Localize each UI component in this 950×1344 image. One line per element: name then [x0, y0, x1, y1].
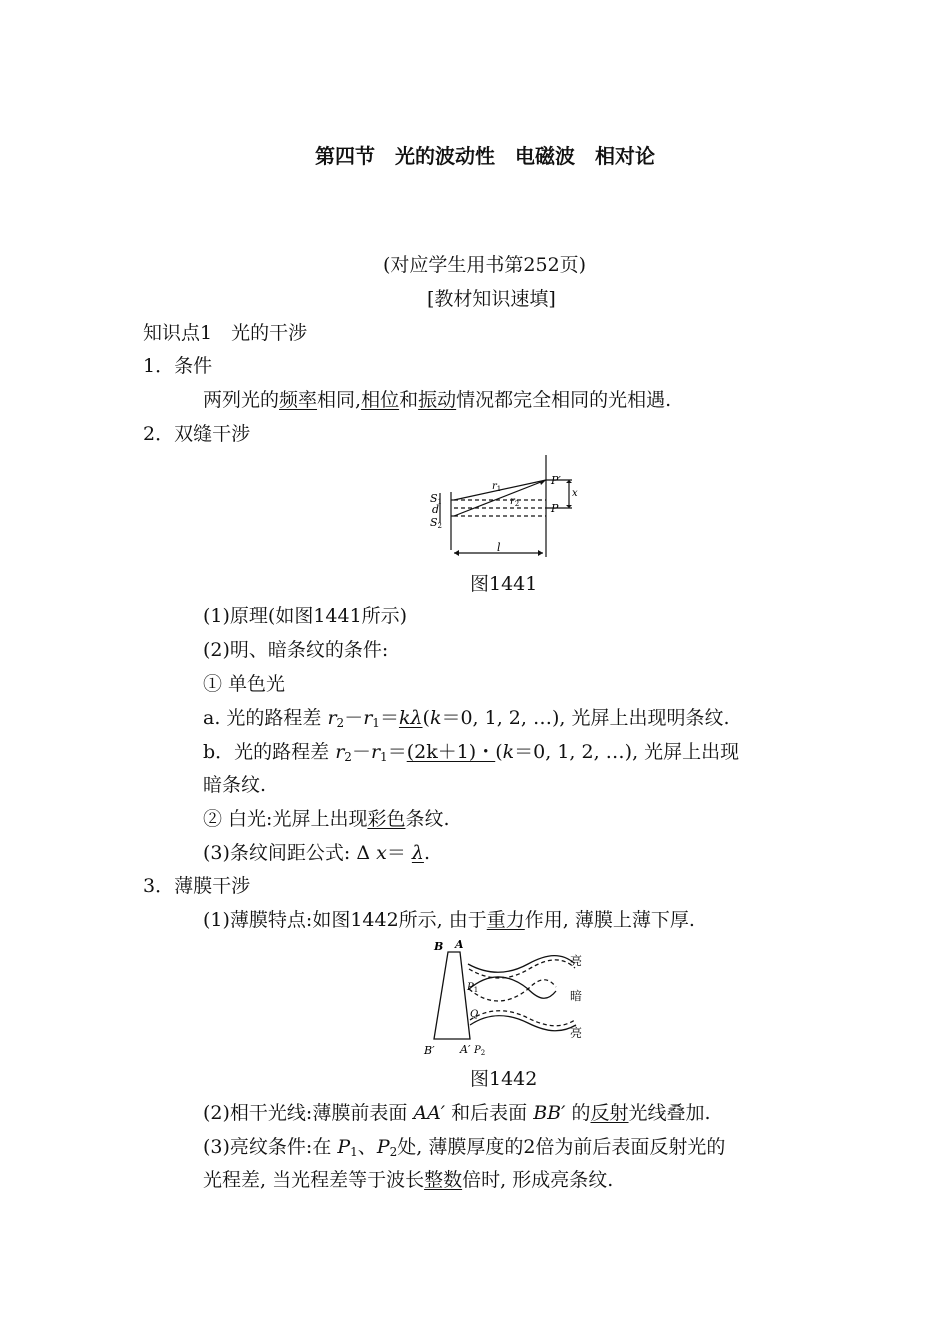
- text: a. 光的路程差: [203, 707, 328, 729]
- answer-blank: (2k＋1)・: [406, 741, 496, 763]
- surface-bb: BB′: [533, 1102, 566, 1124]
- var-r: r: [370, 741, 381, 763]
- figure-1-caption: 图1441: [470, 573, 538, 595]
- item-2-2: (2)明、暗条纹的条件:: [203, 639, 389, 661]
- text: 和后表面: [445, 1102, 534, 1124]
- answer-blank: 彩色: [367, 808, 406, 830]
- item-label: 条件: [174, 355, 213, 377]
- text: 处, 薄膜厚度的2倍为前后表面反射光的: [397, 1136, 726, 1158]
- item-1-body: [203, 391, 671, 410]
- text: 、: [357, 1136, 377, 1158]
- page-reference: (对应学生用书第252页): [383, 254, 587, 276]
- text: (: [495, 741, 503, 763]
- item-3-3: [203, 1138, 725, 1158]
- text: (: [422, 707, 430, 729]
- label-s2: S2: [430, 516, 443, 530]
- answer-blank: 频率: [279, 389, 318, 411]
- item-2-1: (1)原理(如图1441所示): [203, 605, 408, 627]
- answer-blank: 整数: [424, 1169, 463, 1191]
- white-light-line: [203, 810, 450, 829]
- label-bright-bottom: 亮: [570, 1026, 583, 1040]
- text: ＝0, 1, 2, …), 光屏上出现: [514, 741, 740, 763]
- item-number: 3．: [143, 875, 175, 897]
- text: .: [423, 842, 430, 864]
- text: ＝: [387, 741, 407, 763]
- text: 倍时, 形成亮条纹.: [462, 1169, 614, 1191]
- sub: 1: [350, 1145, 358, 1159]
- item-number: 1．: [143, 355, 175, 377]
- sub: 1: [380, 750, 388, 764]
- var-x: x: [376, 842, 387, 864]
- text: 光程差, 当光程差等于波长: [203, 1169, 425, 1191]
- section-header: [教材知识速填]: [427, 288, 556, 310]
- answer-blank: λ: [411, 842, 424, 864]
- item-3-2: [203, 1104, 711, 1123]
- sub: 2: [389, 1145, 398, 1159]
- knowledge-point-1-title: 知识点1 光的干涉: [143, 322, 308, 344]
- item-3-3-continuation: [203, 1171, 613, 1190]
- var-k: k: [502, 741, 515, 763]
- monochromatic-heading: ① 单色光: [203, 673, 286, 695]
- var-k: k: [429, 707, 442, 729]
- label-p-prime: P′: [551, 474, 561, 487]
- fringe-spacing-formula: [203, 844, 430, 863]
- text: 和: [399, 389, 419, 411]
- label-p2: $P_2$: [474, 1045, 486, 1057]
- item-1-heading: [143, 357, 212, 376]
- text: (1)薄膜特点:如图1442所示, 由于: [203, 909, 487, 931]
- label-r2: $r_2$: [510, 496, 520, 508]
- figure-2-caption: 图1442: [470, 1068, 538, 1090]
- answer-blank: 相位: [361, 389, 400, 411]
- bright-fringe-condition: [203, 709, 730, 729]
- label-s1: S1: [430, 492, 443, 506]
- text: 的: [565, 1102, 591, 1124]
- text: ② 白光:光屏上出现: [203, 808, 368, 830]
- label-r1: $r_1$: [492, 481, 502, 493]
- text: 两列光的: [203, 389, 280, 411]
- sub: 2: [336, 716, 345, 730]
- text: 相同,: [317, 389, 362, 411]
- label-bright-top: 亮: [570, 954, 583, 968]
- text: 情况都完全相同的光相遇.: [456, 389, 672, 411]
- label-l: l: [497, 541, 501, 554]
- text: (2)相干光线:薄膜前表面: [203, 1102, 414, 1124]
- item-number: 2．: [143, 423, 175, 445]
- text: (3)亮纹条件:在: [203, 1136, 338, 1158]
- var-r: r: [327, 707, 337, 729]
- label-p1: $P_1$: [467, 982, 479, 994]
- answer-blank: 重力: [486, 909, 525, 931]
- page-title: 第四节 光的波动性 电磁波 相对论: [315, 144, 655, 168]
- var-r: r: [335, 741, 345, 763]
- text: －: [351, 741, 371, 763]
- label-x: x: [572, 488, 578, 499]
- item-3-1: [203, 911, 695, 930]
- sub: 1: [372, 716, 380, 730]
- surface-aa: AA′: [413, 1102, 446, 1124]
- var-p: P: [337, 1136, 351, 1158]
- item-2-heading: [143, 425, 250, 444]
- answer-blank: kλ: [398, 707, 423, 729]
- var-p: P: [376, 1136, 390, 1158]
- text: ＝: [386, 842, 412, 864]
- text: 光线叠加.: [628, 1102, 711, 1124]
- text: b．光的路程差: [203, 741, 336, 763]
- label-b: B: [434, 940, 444, 953]
- text: (3)条纹间距公式: Δ: [203, 842, 377, 864]
- double-slit-figure: [420, 450, 590, 565]
- text: －: [344, 707, 364, 729]
- item-label: 双缝干涉: [174, 423, 251, 445]
- item-3-heading: [143, 877, 250, 896]
- text: ＝: [379, 707, 399, 729]
- label-d: d: [432, 503, 440, 516]
- sub: 2: [344, 750, 352, 764]
- dark-fringe-continuation: 暗条纹.: [203, 774, 267, 796]
- label-a-prime: A′: [460, 1043, 471, 1056]
- text: 作用, 薄膜上薄下厚.: [524, 909, 695, 931]
- label-b-prime: B′: [424, 1044, 435, 1057]
- var-r: r: [363, 707, 373, 729]
- text: 条纹.: [405, 808, 450, 830]
- label-a: A: [455, 938, 464, 951]
- item-label: 薄膜干涉: [174, 875, 251, 897]
- label-q: Q: [470, 1009, 479, 1020]
- answer-blank: 反射: [590, 1102, 629, 1124]
- label-dark: 暗: [570, 989, 583, 1003]
- thin-film-figure: [420, 937, 590, 1060]
- label-p: P: [551, 502, 559, 515]
- dark-fringe-condition: [203, 743, 739, 763]
- answer-blank: 振动: [418, 389, 457, 411]
- text: ＝0, 1, 2, …), 光屏上出现明条纹.: [441, 707, 730, 729]
